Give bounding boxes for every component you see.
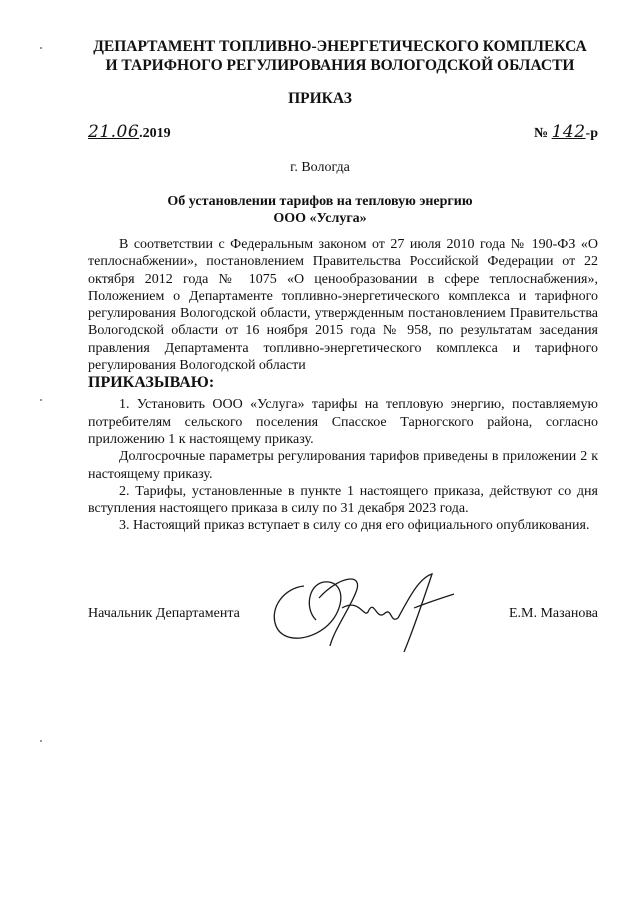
- date-year: .2019: [139, 126, 171, 141]
- handwritten-date: 21.06: [88, 122, 140, 142]
- number-suffix: -р: [585, 126, 598, 141]
- decree-word: ПРИКАЗЫВАЮ:: [88, 374, 215, 392]
- item-1-parameters-paragraph: Долгосрочные параметры регулирования тарифов приведены в приложении 2 к настоящему приказу.: [88, 449, 598, 482]
- city: г. Вологда: [290, 160, 350, 175]
- subject-line-1: Об установлении тарифов на тепловую энергию: [167, 194, 473, 209]
- scan-speck: [40, 47, 42, 49]
- header-line-1: ДЕПАРТАМЕНТ ТОПЛИВНО-ЭНЕРГЕТИЧЕСКОГО КОМПЛЕКСА: [93, 38, 587, 55]
- department-header: [60, 37, 620, 75]
- order-subject: [0, 193, 640, 227]
- header-line-2: И ТАРИФНОГО РЕГУЛИРОВАНИЯ ВОЛОГОДСКОЙ ОБЛАСТИ: [105, 57, 575, 74]
- handwritten-number: 142: [551, 122, 586, 142]
- preamble-paragraph: В соответствии с Федеральным законом от 27 июля 2010 года № 190-ФЗ «О теплоснабжении», постановлением Правительства Российской Федерации от 22 октября 2012 года № 1075 «О ценообразовании в сфере теплоснабжения», Положением о Департаменте топливно-энергетического комплекса и тарифного регулирования Вологодской области, утвержденным постановлением Правительства Вологодской области от 16 ноября 2015 года № 958, по результатам заседания правления Департамента топливно-энергетического комплекса и тарифного регулирования Вологодской области: [88, 237, 598, 374]
- order-date: [88, 122, 171, 142]
- subject-line-2: ООО «Услуга»: [273, 211, 367, 226]
- signature-row: [88, 606, 598, 626]
- item-3-paragraph: 3. Настоящий приказ вступает в силу со дня его официального опубликования.: [119, 518, 590, 534]
- order-body: [88, 236, 598, 535]
- item-2-paragraph: 2. Тарифы, установленные в пункте 1 настоящего приказа, действуют со дня вступления настоящего приказа в силу по 31 декабря 2023 года.: [88, 483, 598, 517]
- scan-speck: [40, 399, 42, 401]
- signatory-position: Начальник Департамента: [88, 606, 240, 621]
- order-number: [534, 122, 598, 142]
- item-1-paragraph: 1. Установить ООО «Услуга» тарифы на тепловую энергию, поставляемую потребителям сельского поселения Спасское Тарногского района, согласно приложению 1 к настоящему приказу.: [88, 397, 598, 447]
- document-type: ПРИКАЗ: [288, 90, 352, 107]
- number-prefix: №: [534, 126, 549, 141]
- signatory-name: Е.М. Мазанова: [508, 606, 598, 621]
- scan-speck: [40, 740, 42, 742]
- date-number-row: [88, 118, 598, 144]
